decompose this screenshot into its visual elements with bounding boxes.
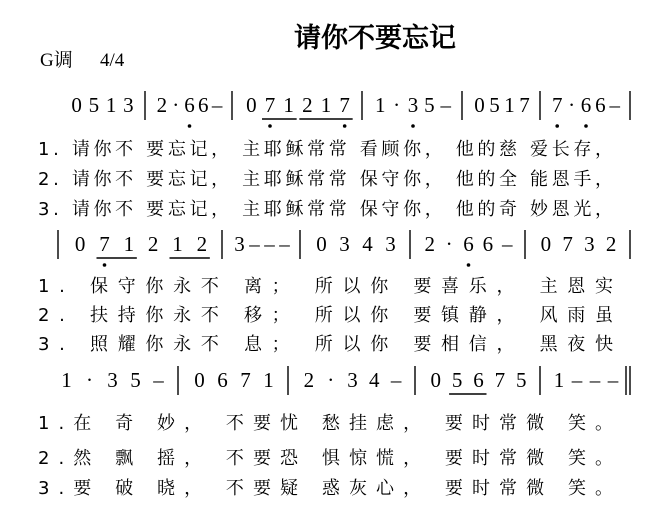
jianpu-note: 1 [504, 93, 515, 117]
lyric-line: 2. 请你不 要忘记， 主耶稣常常 保守你， 他的全 能恩手， [38, 169, 613, 190]
jianpu-note: 5 [489, 93, 500, 117]
jianpu-note: 4 [369, 368, 380, 392]
jianpu-note: 2 [156, 93, 168, 117]
jianpu-note: · [86, 368, 93, 392]
jianpu-note: 4 [362, 232, 373, 256]
jianpu-note: 6 [482, 232, 494, 256]
jianpu-note: 6 [463, 232, 474, 256]
jianpu-note: – [153, 368, 164, 392]
jianpu-note: 6 [184, 93, 195, 117]
octave-dot [103, 263, 107, 267]
jianpu-note: – [211, 93, 223, 117]
jianpu-note: 5 [130, 368, 141, 392]
lyric-line: 2.然 飘 摇， 不要恐 惧惊慌， 要时常微 笑。 [38, 448, 613, 469]
song-title: 请你不要忘记 [294, 23, 456, 54]
jianpu-note: – [440, 93, 452, 117]
octave-dot [343, 124, 347, 128]
jianpu-note: 0 [316, 232, 327, 256]
jianpu-note: 0 [430, 368, 441, 392]
jianpu-note: 3 [347, 368, 358, 392]
lyric-line: 1. 请你不 要忘记， 主耶稣常常 看顾你， 他的慈 爱长存， [38, 139, 613, 160]
jianpu-note: 6 [473, 368, 484, 392]
jianpu-note: 7 [240, 368, 251, 392]
octave-dot [411, 124, 415, 128]
jianpu-note: · [393, 93, 401, 117]
jianpu-note: 7 [494, 368, 506, 392]
jianpu-note: 1 [553, 368, 565, 392]
jianpu-note: 2 [303, 368, 315, 392]
jianpu-note: 1 [172, 232, 183, 256]
jianpu-note: 3 [339, 232, 350, 256]
jianpu-note: 3 [407, 93, 419, 117]
jianpu-note: – [607, 368, 619, 392]
jianpu-note: · [172, 93, 180, 117]
octave-dot [584, 124, 588, 128]
jianpu-note: – [571, 368, 583, 392]
jianpu-note: 1 [61, 368, 72, 392]
jianpu-note: · [445, 232, 453, 256]
jianpu-note: 3 [107, 368, 118, 392]
octave-dot [268, 124, 272, 128]
jianpu-note: 2 [147, 232, 159, 256]
jianpu-note: 5 [88, 93, 100, 117]
jianpu-note: – [589, 368, 601, 392]
jianpu-note: – [390, 368, 402, 392]
jianpu-note: 2 [424, 232, 435, 256]
lyric-line: 2. 扶持你永不 移； 所以你 要镇静， 风雨虽 [38, 305, 613, 326]
jianpu-note: 0 [74, 232, 86, 256]
jianpu-note: 3 [234, 232, 245, 256]
time-signature: 4/4 [100, 50, 125, 71]
lyric-line: 3. 照耀你永不 息； 所以你 要相信， 黑夜快 [38, 334, 613, 355]
key-signature: G调 [40, 50, 73, 71]
jianpu-note: 0 [540, 232, 552, 256]
octave-dot [188, 124, 192, 128]
jianpu-note: 6 [580, 93, 592, 117]
jianpu-note: 7 [264, 93, 276, 117]
jianpu-note: 3 [584, 232, 595, 256]
jianpu-note: 1 [320, 93, 332, 117]
jianpu-note: 6 [595, 93, 606, 117]
jianpu-note: 7 [519, 93, 530, 117]
jianpu-note: 5 [516, 368, 527, 392]
jianpu-note: 1 [123, 232, 135, 256]
jianpu-note: 3 [123, 93, 134, 117]
jianpu-note: · [568, 93, 576, 117]
jianpu-note: 1 [263, 368, 274, 392]
jianpu-note: 2 [302, 93, 313, 117]
jianpu-note: 5 [424, 93, 435, 117]
lyric-line: 3.要 破 晓， 不要疑 惑灰心， 要时常微 笑。 [38, 478, 613, 499]
jianpu-note: 0 [71, 93, 82, 117]
jianpu-note: 2 [605, 232, 617, 256]
jianpu-note: – [249, 232, 260, 256]
jianpu-note: 1 [283, 93, 294, 117]
jianpu-note: 5 [451, 368, 463, 392]
jianpu-note: 0 [246, 93, 257, 117]
lyric-line: 1.在 奇 妙， 不要忧 愁挂虑， 要时常微 笑。 [38, 413, 613, 434]
jianpu-note: 7 [551, 93, 563, 117]
jianpu-note: – [264, 232, 275, 256]
jianpu-note: – [279, 232, 290, 256]
lyric-line: 3. 请你不 要忘记， 主耶稣常常 保守你， 他的奇 妙恩光， [38, 199, 613, 220]
jianpu-note: 7 [562, 232, 573, 256]
jianpu-note: 6 [217, 368, 228, 392]
jianpu-note: · [327, 368, 335, 392]
jianpu-note: 6 [198, 93, 209, 117]
octave-dot [467, 263, 471, 267]
octave-dot [555, 124, 559, 128]
jianpu-note: 1 [374, 93, 386, 117]
jianpu-note: 3 [385, 232, 396, 256]
jianpu-note: 0 [474, 93, 485, 117]
jianpu-note: 2 [196, 232, 208, 256]
lyric-line: 1. 保守你永不 离； 所以你 要喜乐， 主恩实 [38, 276, 613, 297]
jianpu-note: 1 [105, 93, 117, 117]
jianpu-note: – [502, 232, 513, 256]
jianpu-note: 7 [99, 232, 110, 256]
jianpu-note: 7 [339, 93, 350, 117]
jianpu-note: 0 [194, 368, 205, 392]
jianpu-note: – [609, 93, 621, 117]
